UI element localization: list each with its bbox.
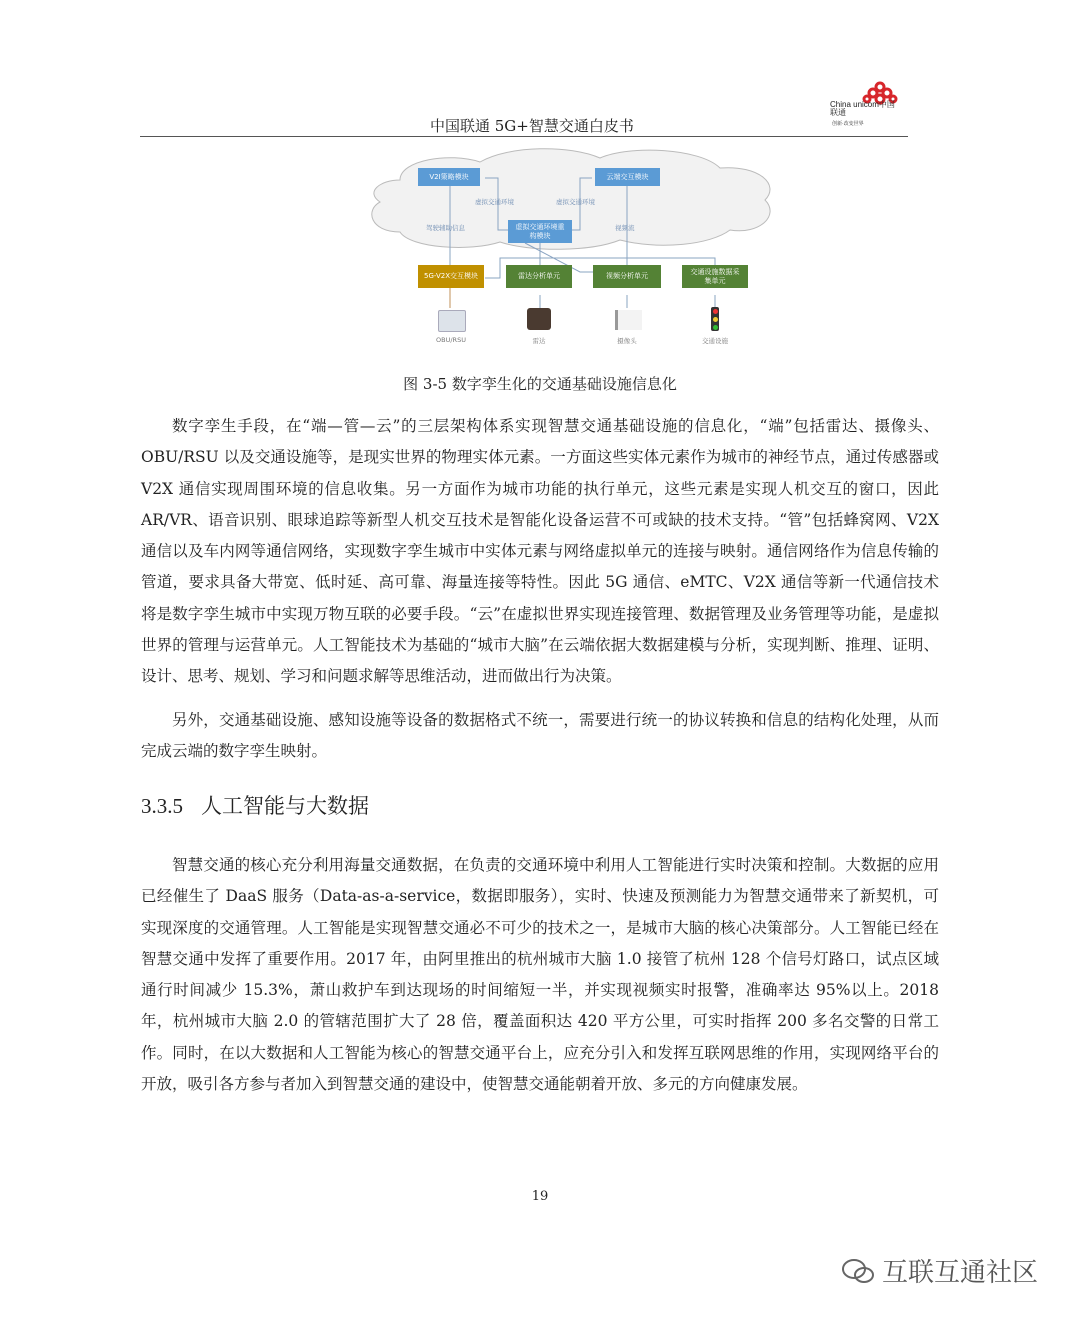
watermark xyxy=(840,1252,1038,1289)
edge-label: 虚拟交通环境 xyxy=(556,198,595,206)
facility-unit-box: 交通设施数据采集单元 xyxy=(682,265,748,288)
watermark-text: 互联互通社区 xyxy=(882,1258,1039,1288)
device-label: OBU/RSU xyxy=(436,336,466,344)
radar-unit-box: 雷达分析单元 xyxy=(506,265,572,288)
wechat-icon xyxy=(840,1257,876,1285)
figure-diagram xyxy=(360,140,780,355)
logo-tagline: 创新·改变世界 xyxy=(832,121,864,127)
edge-label: 视频流 xyxy=(615,224,635,232)
video-unit-box: 视频分析单元 xyxy=(593,265,661,288)
section-title: 人工智能与大数据 xyxy=(201,794,369,818)
radar-device-icon xyxy=(527,308,551,330)
section-heading xyxy=(141,790,369,820)
running-header: 中国联通 5G+智慧交通白皮书 xyxy=(430,117,634,135)
logo-text: China unicom中国联通 xyxy=(830,100,895,117)
section-number: 3.3.5 xyxy=(141,794,183,818)
body-paragraph: 另外，交通基础设施、感知设施等设备的数据格式不统一，需要进行统一的协议转换和信息的结构化处理，从而完成云端的数字孪生映射。 xyxy=(141,711,939,761)
obu-rsu-device-icon xyxy=(438,310,466,332)
header-rule xyxy=(140,136,908,137)
edge-label: 驾驶辅助信息 xyxy=(426,224,465,232)
virtual-env-rebuild-module-box: 虚拟交通环境重构模块 xyxy=(508,220,572,243)
device-label: 雷达 xyxy=(532,337,546,345)
cloud-interaction-module-box: 云端交互模块 xyxy=(595,168,660,186)
body-paragraph: 智慧交通的核心充分利用海量交通数据，在负责的交通环境中利用人工智能进行实时决策和控制。大数据的应用已经催生了 DaaS 服务（Data-as-a-service，数据即服务），实时、快速及预测能力为智慧交通带来了新契机，可实现深度的交通管理。人工智能是实现智慧交通必不可少的技术之一，是城市大脑的核心决策部分。人工智能已经在智慧交通中发挥了重要作用。2017 年，由阿里推出的杭州城市大脑 1.0 接管了杭州 128 个信号灯路口，试点区域通行时间减少 15.3%，萧山救护车到达现场的时间缩短一半，并实现视频实时报警，准确率达 95%以上。2018 年，杭州城市大脑 2.0 的管辖范围扩大了 28 倍，覆盖面积达 420 平方公里，可实时指挥 200 多名交警的日常工作。同时，在以大数据和人工智能为核心的智慧交通平台上，应充分引入和发挥互联网思维的作用，实现网络平台的开放，吸引各方参与者加入到智慧交通的建设中，使智慧交通能朝着开放、多元的方向健康发展。 xyxy=(141,856,939,1094)
v2i-module-box: V2I策略模块 xyxy=(418,168,480,186)
device-label: 交通设施 xyxy=(702,337,728,345)
china-unicom-logo xyxy=(830,80,910,130)
edge-label: 虚拟交通环境 xyxy=(475,198,514,206)
v2x-module-box: 5G-V2X交互模块 xyxy=(418,265,484,288)
traffic-light-icon xyxy=(711,307,719,331)
page-number: 19 xyxy=(531,1189,549,1204)
camera-device-icon xyxy=(615,310,642,330)
device-label: 摄像头 xyxy=(617,337,637,345)
body-paragraph: 数字孪生手段，在“端—管—云”的三层架构体系实现智慧交通基础设施的信息化，“端”包括雷达、摄像头、OBU/RSU 以及交通设施等，是现实世界的物理实体元素。一方面这些实体元素作为城市的神经节点，通过传感器或 V2X 通信实现周围环境的信息收集。另一方面作为城市功能的执行单元，这些元素是实现人机交互的窗口，因此 AR/VR、语音识别、眼球追踪等新型人机交互技术是智能化设备运营不可或缺的技术支持。“管”包括蜂窝网、V2X 通信以及车内网等通信网络，实现数字孪生城市中实体元素与网络虚拟单元的连接与映射。通信网络作为信息传输的管道，要求具备大带宽、低时延、高可靠、海量连接等特性。因此 5G 通信、eMTC、V2X 通信等新一代通信技术将是数字孪生城市中实现万物互联的必要手段。“云”在虚拟世界实现连接管理、数据管理及业务管理等功能，是虚拟世界的管理与运营单元。人工智能技术为基础的“城市大脑”在云端依据大数据建模与分析，实现判断、推理、证明、设计、思考、规划、学习和问题求解等思维活动，进而做出行为决策。 xyxy=(141,417,939,686)
figure-caption: 图 3-5 数字孪生化的交通基础设施信息化 xyxy=(403,375,677,393)
